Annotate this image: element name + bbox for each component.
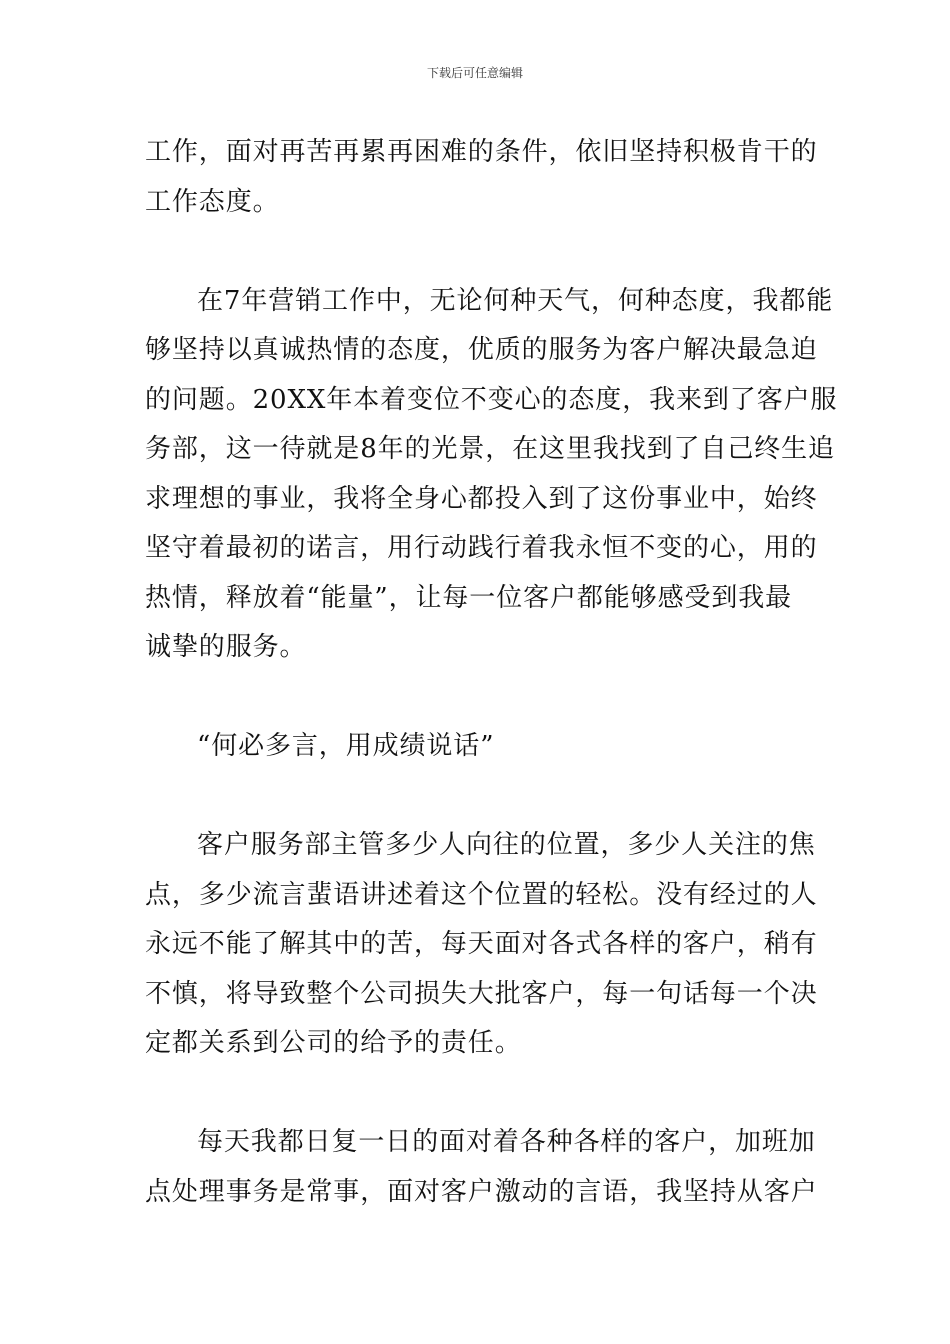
page-header: 下载后可任意编辑 [426,66,523,80]
text-line: 定都关系到公司的给予的责任。 [145,1028,522,1058]
text-line: 热情，释放着“能量”，让每一位客户都能够感受到我最 [145,582,793,613]
paragraph-daily-work [145,1118,818,1217]
text-line: 务部，这一待就是8年的光景，在这里我找到了自己终生追 [145,434,835,464]
paragraph-marketing-work [145,277,838,673]
text-line: 工作态度。 [145,186,280,217]
text-line: 不慎，将导致整个公司损失大批客户，每一句话每一个决 [145,978,818,1009]
text-line: 够坚持以真诚热情的态度，优质的服务为客户解决最急迫 [145,335,818,365]
text-line: 永远不能了解其中的苦，每天面对各式各样的客户，稍有 [145,929,818,959]
paragraph-supervisor-role [145,821,818,1069]
text-line: 的问题。20XX年本着变位不变心的态度，我来到了客户服 [145,384,838,415]
document-body [145,128,838,1217]
text-line: 客户服务部主管多少人向往的位置，多少人关注的焦 [197,830,816,860]
text-line: 诚挚的服务。 [145,632,307,662]
section-heading-quote [145,722,810,772]
text-line: 工作，面对再苦再累再困难的条件，依旧坚持积极肯干的 [145,137,818,167]
text-line: 坚守着最初的诺言，用行动践行着我永恒不变的心，用的 [145,533,818,563]
text-line: 求理想的事业，我将全身心都投入到了这份事业中，始终 [145,483,818,514]
text-line: “何必多言，用成绩说话” [197,731,495,761]
text-line: 在7年营销工作中，无论何种天气，何种态度，我都能 [197,285,834,316]
text-line: 点，多少流言蜚语讲述着这个位置的轻松。没有经过的人 [145,879,818,910]
paragraph-continuation [145,128,818,227]
text-line: 每天我都日复一日的面对着各种各样的客户，加班加 [197,1127,816,1157]
text-line: 点处理事务是常事，面对客户激动的言语，我坚持从客户 [145,1176,818,1207]
